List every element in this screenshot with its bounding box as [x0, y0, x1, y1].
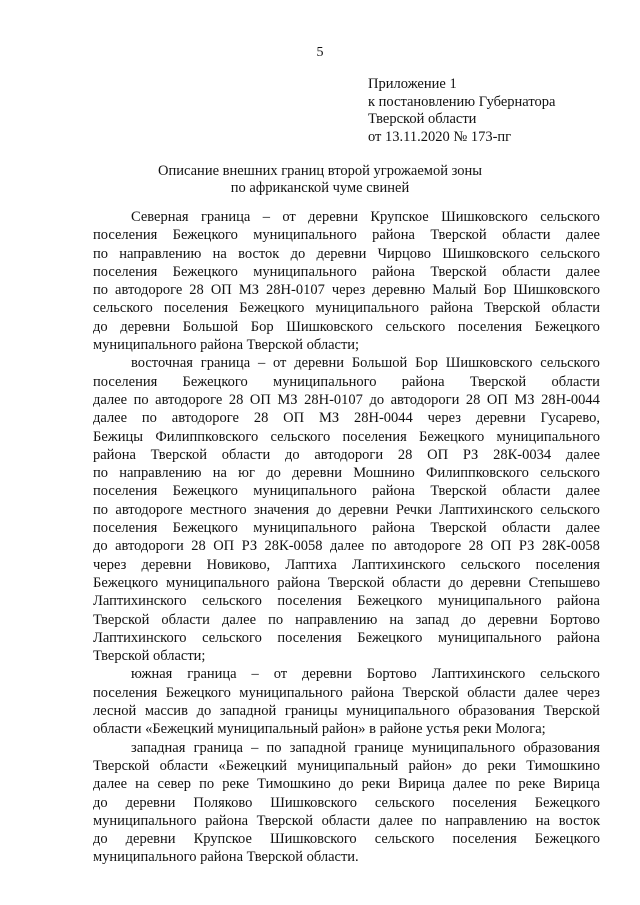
paragraph-line: Лаптихинского сельского поселения Бежецкого муниципального района	[93, 593, 600, 610]
paragraph-line: Тверской области;	[93, 648, 206, 665]
paragraph-line: поселения Бежецкого муниципального района Тверской области далее	[93, 520, 600, 537]
appendix-header	[368, 76, 628, 146]
paragraph-line: до деревни Большой Бор Шишковского сельского поселения Бежецкого	[93, 318, 600, 335]
paragraph-line: Бежицы Филиппковского сельского поселения Бежецкого муниципального	[93, 428, 600, 445]
paragraph-line: до автодороги 28 ОП РЗ 28К-0058 далее по автодороге 28 ОП РЗ 28К-0058	[93, 538, 600, 555]
paragraph-line: Тверской области далее по направлению на запад до деревни Бортово	[93, 611, 600, 628]
paragraph-line: Бежецкого муниципального района Тверской области до деревни Степышево	[93, 574, 600, 591]
document-title	[80, 163, 560, 197]
paragraph	[93, 354, 600, 665]
paragraph-line: поселения Бежецкого муниципального района Тверской области далее	[93, 263, 600, 280]
paragraph-line: восточная граница – от деревни Большой Бор Шишковского сельского	[131, 355, 600, 372]
title-line: Описание внешних границ второй угрожаемой зоны	[158, 163, 482, 179]
paragraph-line: поселения Бежецкого муниципального района Тверской области далее	[93, 483, 600, 500]
paragraph-line: Тверской области «Бежецкий муниципальный район» до реки Тимошкино	[93, 757, 600, 774]
paragraph-line: Лаптихинского сельского поселения Бежецкого муниципального района	[93, 629, 600, 646]
appendix-line: Приложение 1	[368, 76, 457, 92]
paragraph-line: до деревни Поляково Шишковского сельского поселения Бежецкого	[93, 794, 600, 811]
paragraph-line: сельского поселения Бежецкого муниципального района Тверской области	[93, 300, 600, 317]
paragraph-line: до деревни Крупское Шишковского сельского поселения Бежецкого	[93, 831, 600, 848]
paragraph-line: южная граница – от деревни Бортово Лаптихинского сельского	[131, 666, 600, 683]
title-line: по африканской чуме свиней	[230, 180, 410, 196]
paragraph-line: далее по автодороге 28 ОП МЗ 28Н-0107 до автодороги 28 ОП МЗ 28Н-0044	[93, 391, 600, 408]
appendix-line: к постановлению Губернатора	[368, 93, 556, 110]
paragraph-line: по направлению на юг до деревни Мошнино Филиппковского сельского	[93, 465, 600, 482]
paragraph-line: по автодороге местного значения до деревни Речки Лаптихинского сельского	[93, 501, 600, 518]
paragraph	[93, 208, 600, 354]
paragraph-line: далее по автодороге 28 ОП МЗ 28Н-0044 через деревни Гусарево,	[93, 410, 600, 427]
document-body	[93, 208, 600, 867]
paragraph	[93, 739, 600, 867]
paragraph-line: муниципального района Тверской области.	[93, 849, 359, 866]
paragraph-line: Северная граница – от деревни Крупское Шишковского сельского	[131, 209, 600, 225]
paragraph	[93, 665, 600, 738]
paragraph-line: по направлению на восток до деревни Чирцово Шишковского сельского	[93, 245, 600, 262]
paragraph-line: далее на север по реке Тимошкино до реки Вирица далее по реке Вирица	[93, 776, 600, 793]
appendix-line: Тверской области	[368, 111, 477, 127]
paragraph-line: области «Бежецкий муниципальный район» в районе устья реки Молога;	[93, 721, 546, 738]
paragraph-line: по автодороге 28 ОП МЗ 28Н-0107 через деревню Малый Бор Шишковского	[93, 282, 600, 299]
paragraph-line: лесной массив до западной границы муниципального образования Тверской	[93, 703, 600, 720]
paragraph-line: западная граница – по западной границе муниципального образования	[131, 739, 600, 756]
appendix-line: от 13.11.2020 № 173-пг	[368, 128, 512, 145]
paragraph-line: поселения Бежецкого муниципального района Тверской области	[93, 373, 600, 390]
paragraph-line: муниципального района Тверской области;	[93, 337, 360, 354]
paragraph-line: поселения Бежецкого муниципального района Тверской области далее	[93, 227, 600, 244]
paragraph-line: через деревни Новиково, Лаптиха Лаптихинского сельского поселения	[93, 556, 600, 573]
paragraph-line: муниципального района Тверской области далее по направлению на восток	[93, 812, 600, 829]
paragraph-line: поселения Бежецкого муниципального района Тверской области далее через	[93, 684, 600, 701]
page-number: 5	[316, 45, 324, 60]
paragraph-line: района Тверской области до автодороги 28 ОП РЗ 28К-0034 далее	[93, 446, 600, 463]
